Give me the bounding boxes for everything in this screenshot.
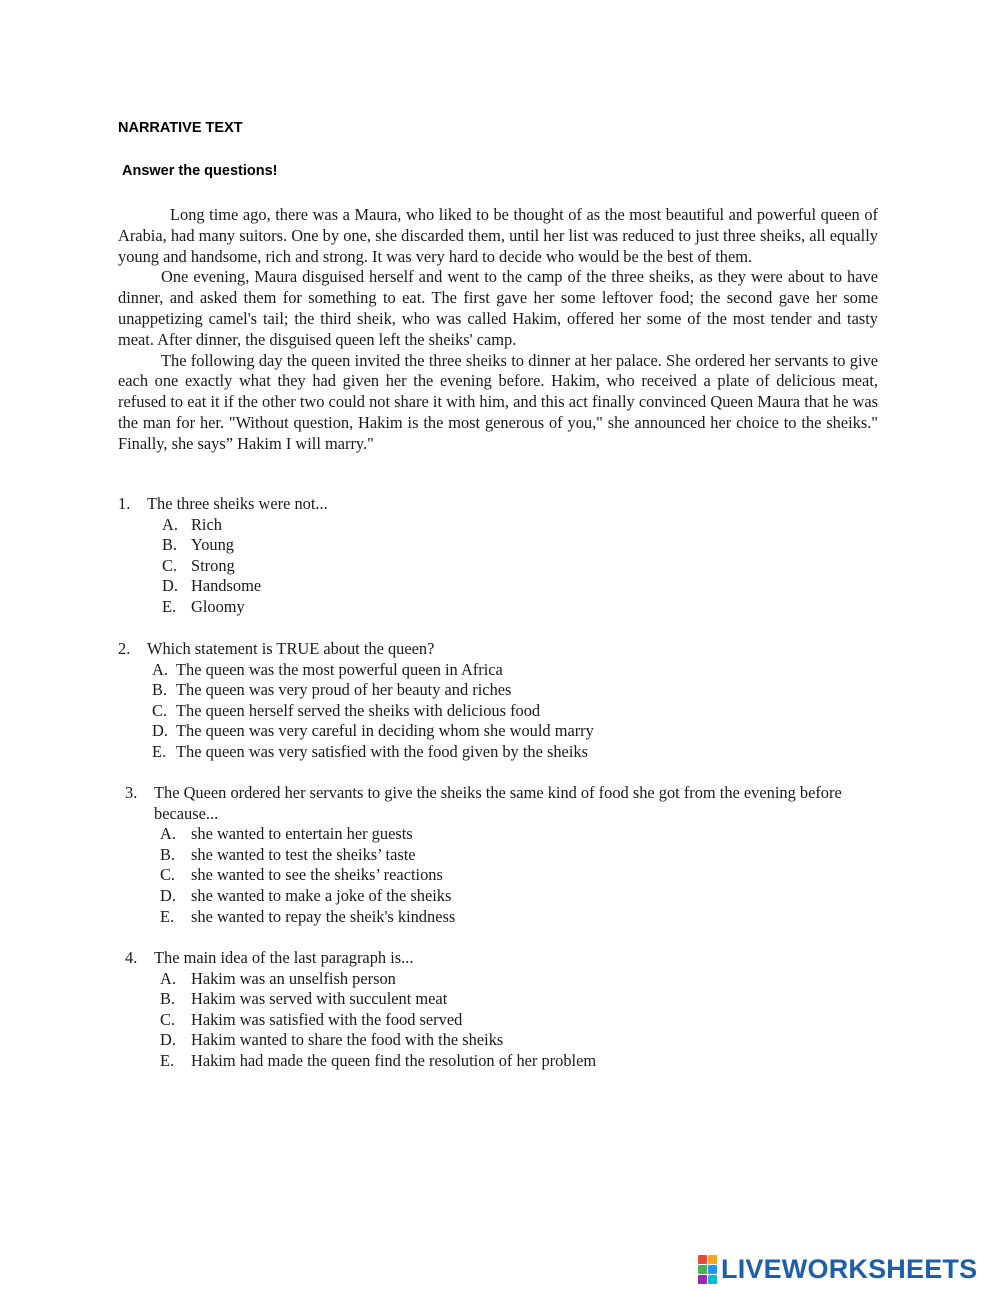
question-3-stem (125, 783, 870, 824)
option-letter: B. (160, 989, 176, 1009)
option-letter: A. (160, 824, 176, 844)
answer-option-3b[interactable] (125, 845, 870, 866)
answer-option-4e[interactable] (125, 1051, 870, 1072)
option-text: The queen was very careful in deciding whom she would marry (176, 721, 594, 741)
option-text: The queen was the most powerful queen in Africa (176, 659, 503, 679)
option-letter: B. (162, 535, 178, 555)
option-letter: D. (152, 721, 168, 741)
option-letter: E. (152, 741, 167, 761)
option-text: she wanted to make a joke of the sheiks (191, 885, 452, 905)
option-text: Hakim was an unselfish person (191, 968, 396, 988)
option-letter: D. (160, 1030, 176, 1050)
answer-option-1e[interactable] (118, 597, 878, 618)
logo-tile (708, 1255, 717, 1264)
story-text (118, 205, 878, 455)
question-number: 1. (118, 494, 131, 513)
answer-option-4d[interactable] (125, 1030, 870, 1051)
option-text: Hakim had made the queen find the resolution of her problem (191, 1050, 597, 1070)
answer-option-4b[interactable] (125, 989, 870, 1010)
option-letter: C. (162, 555, 178, 575)
option-text: Hakim was served with succulent meat (191, 989, 448, 1009)
option-letter: E. (160, 1050, 175, 1070)
option-text: she wanted to see the sheiks’ reactions (191, 865, 443, 885)
option-letter: A. (152, 659, 168, 679)
question-4-stem (125, 948, 870, 969)
logo-tile (698, 1265, 707, 1274)
option-text: The queen was very satisfied with the food given by the sheiks (176, 741, 588, 761)
option-text: The queen was very proud of her beauty and riches (176, 680, 512, 700)
question-text: Which statement is TRUE about the queen? (147, 639, 435, 658)
option-letter: A. (162, 514, 178, 534)
option-text: Strong (191, 555, 235, 575)
option-letter: A. (160, 968, 176, 988)
answer-option-1a[interactable] (118, 515, 878, 536)
option-text: Young (191, 535, 234, 555)
answer-option-4c[interactable] (125, 1010, 870, 1031)
question-number: 3. (125, 783, 138, 802)
option-text: Handsome (191, 576, 262, 596)
answer-option-2b[interactable] (118, 680, 878, 701)
option-text: Gloomy (191, 596, 245, 616)
story-paragraph-2: One evening, Maura disguised herself and went to the camp of the three sheiks, as they were about to have dinner, and asked them for something to eat. The first gave her some leftover food; the second gave her some unappetizing camel's tail; the third sheik, who was called Hakim, offered her some of the most tender and tasty meat. After dinner, the disguised queen left the sheiks' camp. (118, 267, 878, 349)
answer-option-4a[interactable] (125, 969, 870, 990)
liveworksheets-logo[interactable] (698, 1254, 977, 1284)
answer-option-2d[interactable] (118, 721, 878, 742)
option-letter: B. (160, 844, 176, 864)
logo-tile (708, 1275, 717, 1284)
option-text: Hakim wanted to share the food with the sheiks (191, 1030, 504, 1050)
logo-tile (698, 1275, 707, 1284)
option-letter: E. (160, 906, 175, 926)
option-text: she wanted to repay the sheik's kindness (191, 906, 456, 926)
logo-tile (698, 1255, 707, 1264)
logo-tile (708, 1265, 717, 1274)
question-text: The main idea of the last paragraph is... (154, 948, 414, 967)
answer-option-3e[interactable] (125, 907, 870, 928)
answer-option-1b[interactable] (118, 535, 878, 556)
answer-option-3d[interactable] (125, 886, 870, 907)
question-3 (125, 783, 870, 927)
question-number: 4. (125, 948, 138, 967)
question-1 (118, 494, 878, 618)
answer-option-2a[interactable] (118, 660, 878, 681)
option-letter: C. (160, 1009, 176, 1029)
answer-option-3c[interactable] (125, 865, 870, 886)
answer-option-2c[interactable] (118, 701, 878, 722)
question-text: The three sheiks were not... (147, 494, 328, 513)
story-paragraph-1: Long time ago, there was a Maura, who liked to be thought of as the most beautiful and powerful queen of Arabia, had many suitors. One by one, she discarded them, until her list was reduced to just three sheiks, all equally young and handsome, rich and strong. It was very hard to decide who would be the best of them. (118, 205, 878, 266)
option-letter: D. (160, 885, 176, 905)
question-number: 2. (118, 639, 131, 658)
question-2 (118, 639, 878, 763)
page-title: NARRATIVE TEXT (118, 120, 243, 136)
question-2-stem (118, 639, 878, 660)
option-text: Rich (191, 514, 222, 534)
answer-option-1d[interactable] (118, 576, 878, 597)
option-text: The queen herself served the sheiks with delicious food (176, 700, 541, 720)
question-1-stem (118, 494, 878, 515)
question-4 (125, 948, 870, 1072)
option-text: she wanted to entertain her guests (191, 824, 413, 844)
story-paragraph-3: The following day the queen invited the three sheiks to dinner at her palace. She ordered her servants to give each one exactly what they had given her the evening before. Hakim, who received a plate of delicious meat, refused to eat it if the other two could not share it with him, and this act finally convinced Queen Maura that he was the man for her. "Without question, Hakim is the most generous of you," she announced her choice to the sheiks." Finally, she says” Hakim I will marry." (118, 350, 878, 453)
option-text: Hakim was satisfied with the food served (191, 1009, 463, 1029)
instruction: Answer the questions! (122, 163, 278, 179)
answer-option-3a[interactable] (125, 824, 870, 845)
answer-option-1c[interactable] (118, 556, 878, 577)
option-letter: C. (160, 865, 176, 885)
answer-option-2e[interactable] (118, 742, 878, 763)
option-letter: B. (152, 680, 168, 700)
logo-wordmark: LIVEWORKSHEETS (721, 1254, 978, 1284)
option-letter: E. (162, 596, 177, 616)
question-text: The Queen ordered her servants to give the sheiks the same kind of food she got from the evening before because... (154, 783, 842, 823)
option-letter: D. (162, 576, 178, 596)
option-text: she wanted to test the sheiks’ taste (191, 844, 416, 864)
logo-mark-icon (698, 1255, 717, 1284)
option-letter: C. (152, 700, 168, 720)
